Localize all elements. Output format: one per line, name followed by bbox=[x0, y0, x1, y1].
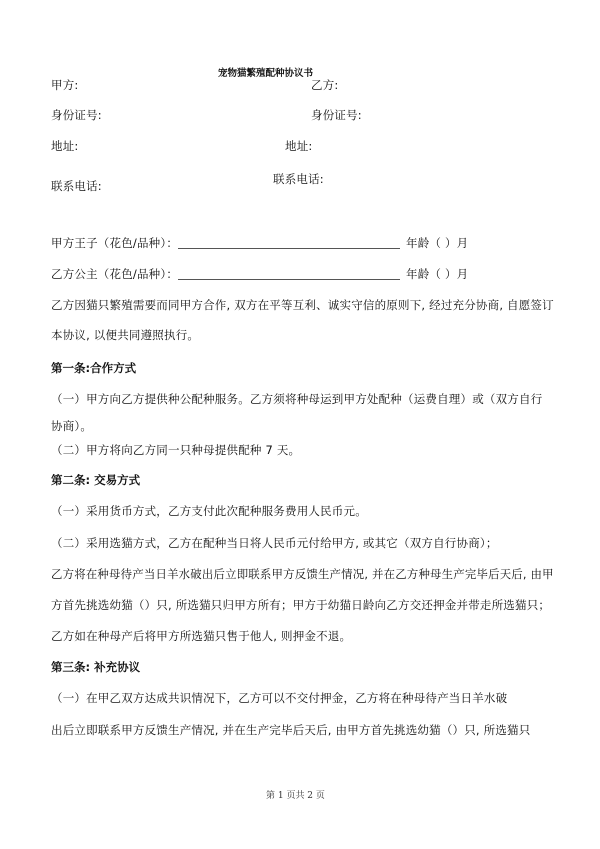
party-b-phone-label: 联系电话: bbox=[273, 172, 324, 186]
party-a-label: 甲方: bbox=[51, 78, 79, 92]
article-1-clause-2: （二）甲方将向乙方同一只种母提供配种 7 天。 bbox=[51, 443, 301, 457]
article-3-heading: 第三条: 补充协议 bbox=[51, 660, 141, 674]
party-b-address-label: 地址: bbox=[285, 139, 313, 153]
male-cat-label: 甲方王子（花色/品种）： bbox=[51, 236, 179, 250]
article-3-clause-1-line-1: （一）在甲乙双方达成共识情况下，乙方可以不交付押金，乙方将在种母待产当日羊水破 bbox=[51, 691, 508, 705]
intro-line-2: 本协议, 以便共同遵照执行。 bbox=[51, 328, 200, 342]
page-number: 第 1 页共 2 页 bbox=[266, 791, 325, 801]
female-cat-label: 乙方公主（花色/品种）： bbox=[51, 267, 179, 281]
article-2-clause-3-line-2: 方首先挑选幼猫（）只, 所选猫只归甲方所有；甲方于幼猫日龄向乙方交还押金并带走所选猫只； bbox=[51, 598, 551, 612]
article-1-heading: 第一条:合作方式 bbox=[51, 361, 137, 375]
article-2-clause-2: （二）采用选猫方式，乙方在配种当日将人民币元付给甲方, 或其它（双方自行协商）； bbox=[51, 536, 498, 550]
article-3-clause-1-line-2: 出后立即联系甲方反馈生产情况, 并在生产完毕后天后, 由甲方首先挑选幼猫（）只, 所选猫只 bbox=[51, 723, 531, 737]
intro-line-1: 乙方因猫只繁殖需要而同甲方合作, 双方在平等互利、诚实守信的原则下, 经过充分协商, 自愿签订 bbox=[51, 298, 554, 312]
female-cat-age: 年龄（ ）月 bbox=[406, 267, 469, 281]
article-2-heading: 第二条: 交易方式 bbox=[51, 473, 141, 487]
article-1-clause-1-line-2: 协商）。 bbox=[51, 419, 93, 433]
female-cat-blank-line bbox=[178, 279, 400, 280]
party-a-id-label: 身份证号: bbox=[51, 108, 102, 122]
article-2-clause-3-line-1: 乙方将在种母待产当日羊水破出后立即联系甲方反馈生产情况, 并在乙方种母生产完毕后天后, 由甲 bbox=[51, 567, 554, 581]
document-title: 宠物猫繁殖配种协议书 bbox=[218, 68, 314, 79]
party-b-id-label: 身份证号: bbox=[311, 108, 362, 122]
male-cat-age: 年龄（ ）月 bbox=[406, 236, 469, 250]
male-cat-blank-line bbox=[178, 248, 400, 249]
party-a-address-label: 地址: bbox=[51, 139, 79, 153]
article-1-clause-1-line-1: （一）甲方向乙方提供种公配种服务。乙方须将种母运到甲方处配种（运费自理）或（双方自行 bbox=[51, 392, 543, 406]
party-b-label: 乙方: bbox=[311, 78, 339, 92]
article-2-clause-4: 乙方如在种母产后将甲方所选猫只售于他人, 则押金不退。 bbox=[51, 629, 352, 643]
party-a-phone-label: 联系电话: bbox=[51, 179, 102, 193]
article-2-clause-1: （一）采用货币方式，乙方支付此次配种服务费用人民币元。 bbox=[51, 504, 367, 518]
